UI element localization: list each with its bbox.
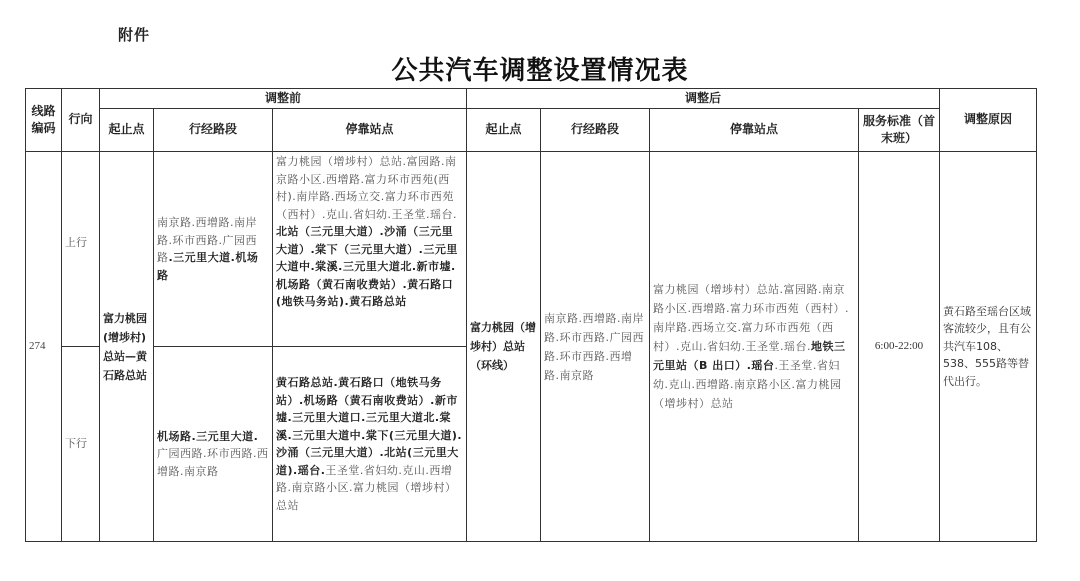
header-before-segment: 行经路段 <box>154 109 273 152</box>
header-reason: 调整原因 <box>940 89 1037 152</box>
before-down-segment-cell <box>154 347 273 542</box>
after-stops-part1: 富力桃园（增埗村）总站.富园路.南京路小区.西增路.富力环市西苑（西村）.南岸路.西场立交.富力环市西苑（西村）.克山.省妇幼.王圣堂.瑶台. <box>653 283 850 353</box>
direction-up: 上行 <box>62 152 100 347</box>
header-before: 调整前 <box>100 89 467 109</box>
header-direction: 行向 <box>62 89 100 152</box>
header-after-segment: 行经路段 <box>541 109 650 152</box>
header-service-standard: 服务标准（首末班） <box>859 109 940 152</box>
service-standard-cell: 6:00-22:00 <box>859 152 940 542</box>
header-before-terminals: 起止点 <box>100 109 154 152</box>
adjustment-table <box>25 88 1037 542</box>
before-terminals-cell: 富力桃园(增埗村)总站—黄石路总站 <box>100 152 154 542</box>
after-terminals-cell: 富力桃园（增埗村）总站（环线） <box>467 152 541 542</box>
before-up-segment-bold: .三元里大道.机场路 <box>157 251 259 282</box>
header-before-stops: 停靠站点 <box>273 109 467 152</box>
before-up-stops-normal: 富力桃园（增埗村）总站.富园路.南京路小区.西增路.富力环市西苑(西村).南岸路.西场立交.富力环市西苑（西村）.克山.省妇幼.王圣堂.瑶台. <box>276 155 457 221</box>
before-down-stops-normal: 王圣堂.省妇幼.克山.西增路.南京路小区.富力桃园（增埗村）总站 <box>276 463 457 512</box>
header-row-1 <box>26 89 1037 109</box>
reason-cell: 黄石路至瑶台区域客流较少，且有公共汽车108、538、555路等替代出行。 <box>940 152 1037 542</box>
attachment-label: 附件 <box>118 26 151 44</box>
direction-down: 下行 <box>62 347 100 542</box>
after-stops-cell <box>650 152 859 542</box>
after-stops-part2: .王圣堂.省妇幼.克山.西增路.南京路小区.富力桃园（增埗村）总站 <box>653 359 842 410</box>
before-up-segment-normal: 南京路.西增路.南岸路.环市西路.广园西路 <box>157 216 257 264</box>
before-down-stops-bold: 黄石路总站.黄石路口（地铁马务站）.机场路（黄石南收费站）.新市墟.三元里大道口.三元里大道北.棠溪.三元里大道中.棠下(三元里大道).沙涌（三元里大道）.北站(三元里大道).瑶台. <box>276 376 463 477</box>
table-row-up <box>26 152 1037 347</box>
before-down-segment-normal: 广园西路.环市西路.西增路.南京路 <box>157 447 269 478</box>
after-stops-bold: 地铁三元里站（B 出口）.瑶台 <box>653 340 846 372</box>
after-segment-cell: 南京路.西增路.南岸路.环市西路.广园西路.环市西路.西增路.南京路 <box>541 152 650 542</box>
before-up-stops-bold: 北站（三元里大道）.沙涌（三元里大道）.棠下（三元里大道）.三元里大道中.棠溪.三元里大道北.新市墟.机场路（黄石南收费站）.黄石路口(地铁马务站).黄石路总站 <box>276 225 458 308</box>
before-up-segment-cell <box>154 152 273 347</box>
header-after-stops: 停靠站点 <box>650 109 859 152</box>
before-down-stops-cell <box>273 347 467 542</box>
before-down-segment-bold: 机场路.三元里大道. <box>157 429 259 443</box>
before-up-stops-cell <box>273 152 467 347</box>
document-title: 公共汽车调整设置情况表 <box>391 56 689 86</box>
header-after: 调整后 <box>467 89 940 109</box>
route-code-cell: 274 <box>26 152 62 542</box>
header-after-terminals: 起止点 <box>467 109 541 152</box>
header-route-code: 线路编码 <box>26 89 62 152</box>
header-row-2 <box>26 109 1037 152</box>
